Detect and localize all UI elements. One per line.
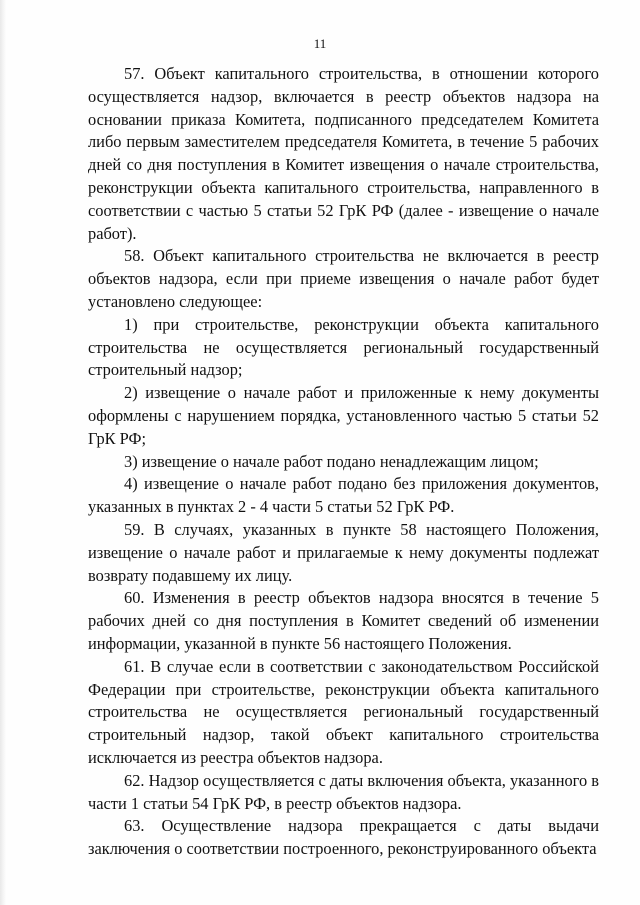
paragraph-58-item-3: 3) извещение о начале работ подано ненадлежащим лицом; — [124, 451, 539, 471]
scan-edge — [0, 0, 6, 905]
paragraph-61: 61. В случае если в соответствии с законодательством Российской Федерации при строительстве, реконструкции объекта капитального строительства не осуществляется региональный государственный строительный надзор, такой объект капитального строительства исключается из реестра объектов надзора. — [88, 656, 599, 767]
paragraph-58-item-4: 4) извещение о начале работ подано без приложения документов, указанных в пунктах 2 - 4 части 5 статьи 52 ГрК РФ. — [88, 474, 599, 517]
paragraph-63: 63. Осуществление надзора прекращается с даты выдачи заключения о соответствии построенного, реконструированного объекта — [88, 816, 599, 859]
document-body — [88, 63, 599, 861]
page-number: 11 — [313, 36, 327, 51]
paragraph-58: 58. Объект капитального строительства не включается в реестр объектов надзора, если при приеме извещения о начале работ будет установлено следующее: — [88, 246, 599, 311]
paragraph-58-item-1: 1) при строительстве, реконструкции объекта капитального строительства не осуществляется региональный государственный строительный надзор; — [88, 314, 599, 380]
paragraph-58-item-2: 2) извещение о начале работ и приложенные к нему документы оформлены с нарушением порядка, установленного частью 5 статьи 52 ГрК РФ; — [88, 383, 599, 448]
paragraph-59: 59. В случаях, указанных в пункте 58 настоящего Положения, извещение о начале работ и прилагаемые к нему документы подлежат возврату подавшему их лицу. — [88, 519, 599, 585]
paragraph-57: 57. Объект капитального строительства, в отношении которого осуществляется надзор, включается в реестр объектов надзора на основании приказа Комитета, подписанного председателем Комитета либо первым заместителем председателя Комитета, в течение 5 рабочих дней со дня поступления в Комитет извещения о начале строительства, реконструкции объекта капитального строительства, направленного в соответствии с частью 5 статьи 52 ГрК РФ (далее - извещение о начале работ). — [88, 64, 599, 243]
paragraph-62: 62. Надзор осуществляется с даты включения объекта, указанного в части 1 статьи 54 ГрК РФ, в реестр объектов надзора. — [88, 770, 600, 813]
paragraph-60: 60. Изменения в реестр объектов надзора вносятся в течение 5 рабочих дней со дня поступления в Комитет сведений об изменении информации, указанной в пункте 56 настоящего Положения. — [88, 588, 599, 653]
